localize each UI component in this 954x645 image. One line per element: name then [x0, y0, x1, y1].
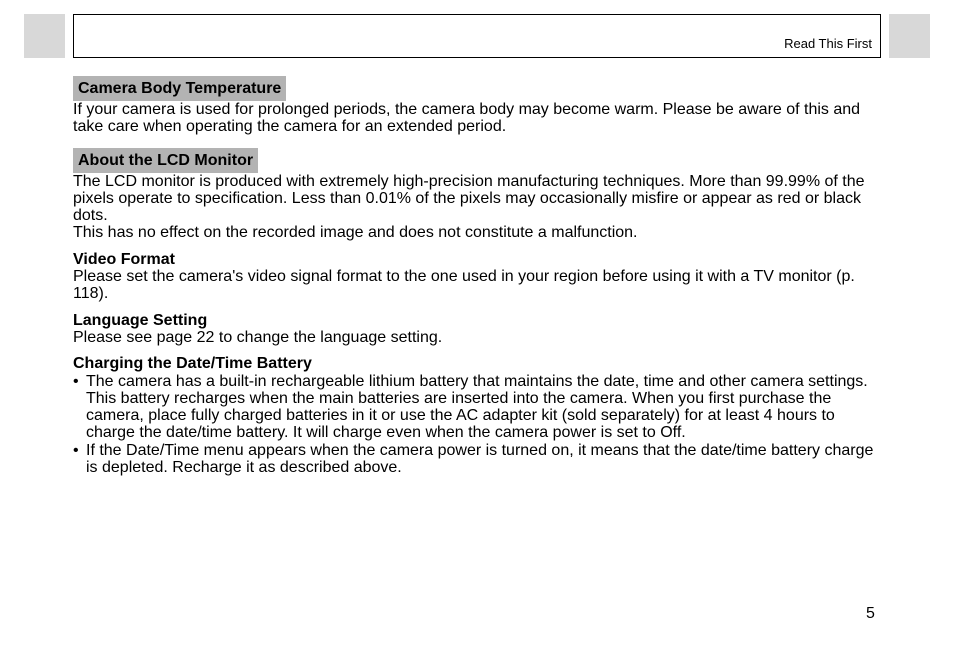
- header-title: Read This First: [784, 36, 872, 51]
- page-header: [73, 14, 881, 58]
- subheading-language-setting: Language Setting: [73, 311, 208, 329]
- battery-bullet-text: The camera has a built-in rechargeable lithium battery that maintains the date, time and other camera settings. This battery recharges when the main batteries are inserted into the camera. When you first purchase the camera, place fully charged batteries in it or use the AC adapter kit (sold separately) for at least 4 hours to charge the date/time battery. It will charge even when the camera power is set to Off.: [86, 372, 868, 442]
- section-heading-lcd: About the LCD Monitor: [73, 148, 258, 173]
- subheading-video-format: Video Format: [73, 250, 175, 268]
- section-battery: [73, 355, 879, 476]
- subheading-battery: Charging the Date/Time Battery: [73, 355, 312, 373]
- video-paragraph: Please set the camera's video signal format to the one used in your region before using it with a TV monitor (p. 118).: [73, 268, 855, 303]
- page-number: 5: [866, 605, 875, 622]
- battery-bullet-item: [73, 442, 879, 477]
- page-tab-right: [889, 14, 930, 58]
- language-paragraph: Please see page 22 to change the language setting.: [73, 328, 443, 346]
- battery-bullet-item: [73, 373, 879, 442]
- bullet-icon: •: [73, 441, 79, 459]
- section-video: [73, 251, 879, 303]
- battery-bullet-text: If the Date/Time menu appears when the camera power is turned on, it means that the date/time battery charge is depleted. Recharge it as described above.: [86, 441, 874, 477]
- lcd-paragraph-1: The LCD monitor is produced with extremely high-precision manufacturing techniques. More than 99.99% of the pixels operate to specification. Less than 0.01% of the pixels may occasionally misfire or appear as red or black dots.: [73, 172, 865, 225]
- page-content: [73, 76, 879, 476]
- section-heading-camera-body: Camera Body Temperature: [73, 76, 286, 101]
- camera-body-paragraph: If your camera is used for prolonged periods, the camera body may become warm. Please be aware of this and take care when operating the camera for an extended period.: [73, 101, 861, 136]
- page-tab-left: [24, 14, 65, 58]
- bullet-icon: •: [73, 372, 79, 390]
- lcd-paragraph-2: This has no effect on the recorded image and does not constitute a malfunction.: [73, 224, 638, 242]
- section-camera-body: [73, 76, 879, 136]
- section-language: [73, 312, 879, 347]
- section-lcd: [73, 136, 879, 242]
